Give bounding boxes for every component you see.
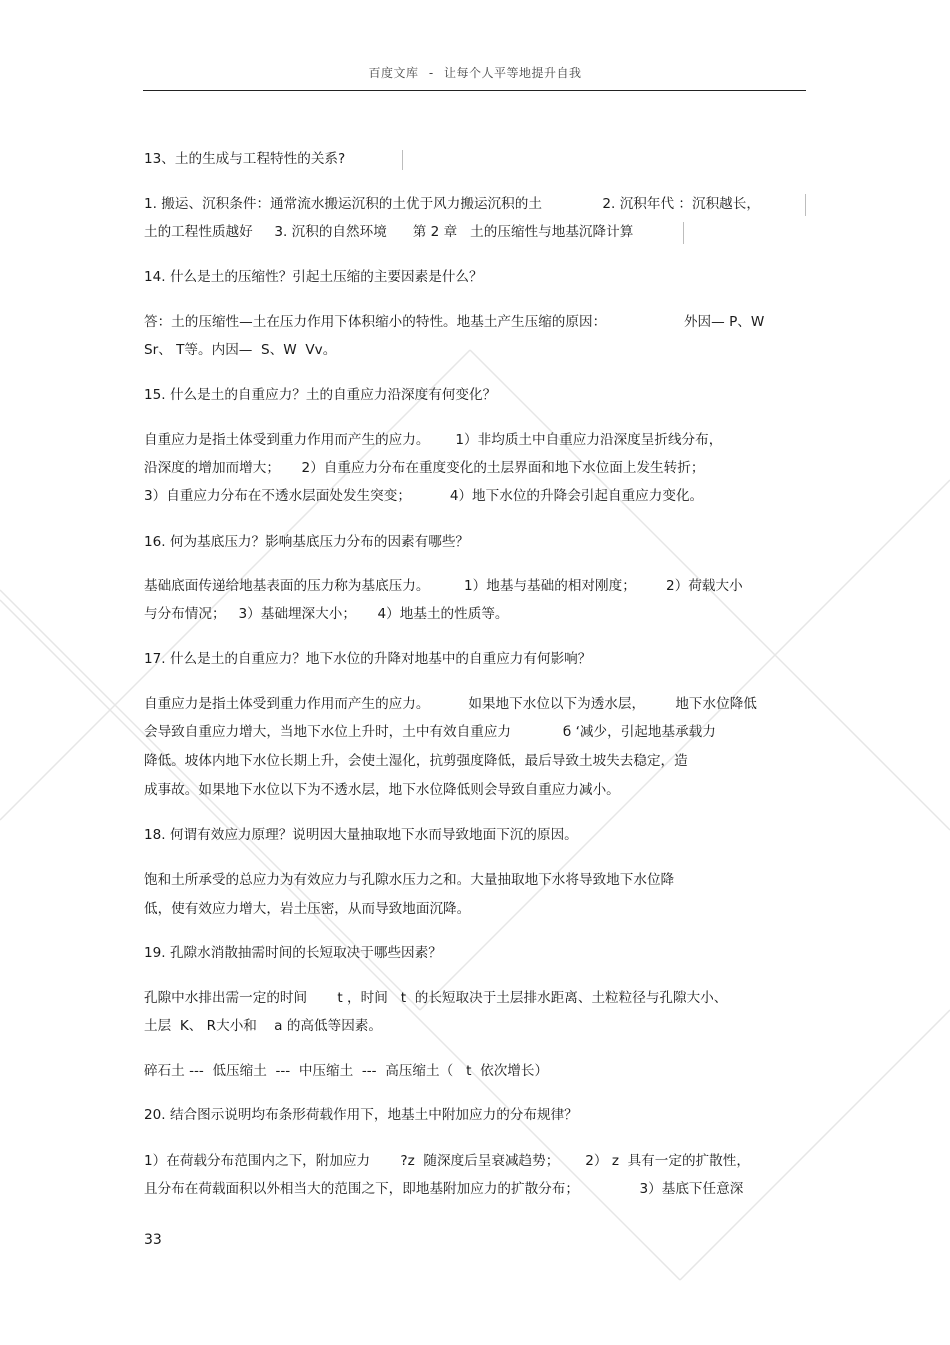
- answer-19-line-1: 孔隙中水排出需一定的时间 t ，时间 t 的长短取决于土层排水距离、土粒粒径与孔隙大小、: [144, 990, 728, 1006]
- question-17: 17. 什么是土的自重应力？地下水位的升降对地基中的自重应力有何影响？: [144, 651, 592, 667]
- header-slogan: 让每个人平等地提升自我: [444, 66, 582, 80]
- answer-17-line-1: 自重应力是指土体受到重力作用而产生的应力。 如果地下水位以下为透水层， 地下水位降低: [144, 696, 757, 712]
- answer-13-line-1: 1. 搬运、沉积条件：通常流水搬运沉积的土优于风力搬运沉积的土 2. 沉积年代 ：沉积越长，: [144, 196, 760, 212]
- header-separator: -: [428, 66, 434, 80]
- header-site: 百度文库: [368, 66, 419, 80]
- answer-16-line-2: 与分布情况； 3）基础埋深大小； 4）地基土的性质等。: [144, 606, 509, 622]
- answer-18-line-2: 低，使有效应力增大，岩土压密，从而导致地面沉降。: [144, 901, 471, 917]
- answer-19-line-2: 土层 K、 R大小和 a 的高低等因素。: [144, 1018, 382, 1034]
- question-18: 18. 何谓有效应力原理？说明因大量抽取地下水而导致地面下沉的原因。: [144, 827, 578, 843]
- question-16: 16. 何为基底压力？影响基底压力分布的因素有哪些？: [144, 534, 470, 550]
- answer-14-line-1: 答：土的压缩性—土在压力作用下体积缩小的特性。地基土产生压缩的原因： 外因— P、W: [144, 314, 765, 330]
- question-15: 15. 什么是土的自重应力？土的自重应力沿深度有何变化？: [144, 387, 497, 403]
- question-19: 19. 孔隙水消散抽需时间的长短取决于哪些因素？: [144, 945, 442, 961]
- answer-20-line-2: 且分布在荷载面积以外相当大的范围之下，即地基附加应力的扩散分布； 3）基底下任意深: [144, 1181, 744, 1197]
- answer-18-line-1: 饱和土所承受的总应力为有效应力与孔隙水压力之和。大量抽取地下水将导致地下水位降: [144, 872, 675, 888]
- answer-20-line-1: 1）在荷载分布范围内之下，附加应力 ?z 随深度后呈衰减趋势； 2） z 具有一定的扩散性，: [144, 1153, 750, 1169]
- page-header: [0, 64, 950, 81]
- answer-15-line-2: 沿深度的增加而增大； 2）自重应力分布在重度变化的土层界面和地下水位面上发生转折；: [144, 460, 705, 476]
- column-divider: [683, 222, 684, 244]
- answer-13-line-2: 土的工程性质越好 3. 沉积的自然环境 第 2 章 土的压缩性与地基沉降计算: [144, 224, 634, 240]
- question-14: 14. 什么是土的压缩性？引起土压缩的主要因素是什么？: [144, 269, 483, 285]
- answer-17-line-3: 降低。坡体内地下水位长期上升，会使土湿化，抗剪强度降低，最后导致土坡失去稳定，造: [144, 753, 688, 769]
- header-rule: [143, 90, 806, 91]
- answer-15-line-3: 3）自重应力分布在不透水层面处发生突变； 4）地下水位的升降会引起自重应力变化。: [144, 488, 704, 504]
- answer-17-line-2: 会导致自重应力增大，当地下水位上升时，土中有效自重应力 б ‘减少，引起地基承载力: [144, 724, 716, 740]
- page-number: 33: [144, 1232, 162, 1248]
- question-13: 13、土的生成与工程特性的关系?: [144, 151, 346, 167]
- answer-15-line-1: 自重应力是指土体受到重力作用而产生的应力。 1）非均质土中自重应力沿深度呈折线分布，: [144, 432, 723, 448]
- column-divider: [402, 150, 403, 170]
- answer-17-line-4: 成事故。如果地下水位以下为不透水层，地下水位降低则会导致自重应力减小。: [144, 782, 620, 798]
- answer-14-line-2: Sr、 T等。内因— S、W Vv。: [144, 342, 337, 358]
- question-20: 20. 结合图示说明均布条形荷载作用下，地基土中附加应力的分布规律？: [144, 1107, 578, 1123]
- compression-order-line: 碎石土 --- 低压缩土 --- 中压缩土 --- 高压缩土（ t 依次增长）: [144, 1063, 549, 1079]
- column-divider: [805, 194, 806, 216]
- answer-16-line-1: 基础底面传递给地基表面的压力称为基底压力。 1）地基与基础的相对刚度； 2）荷载大小: [144, 578, 743, 594]
